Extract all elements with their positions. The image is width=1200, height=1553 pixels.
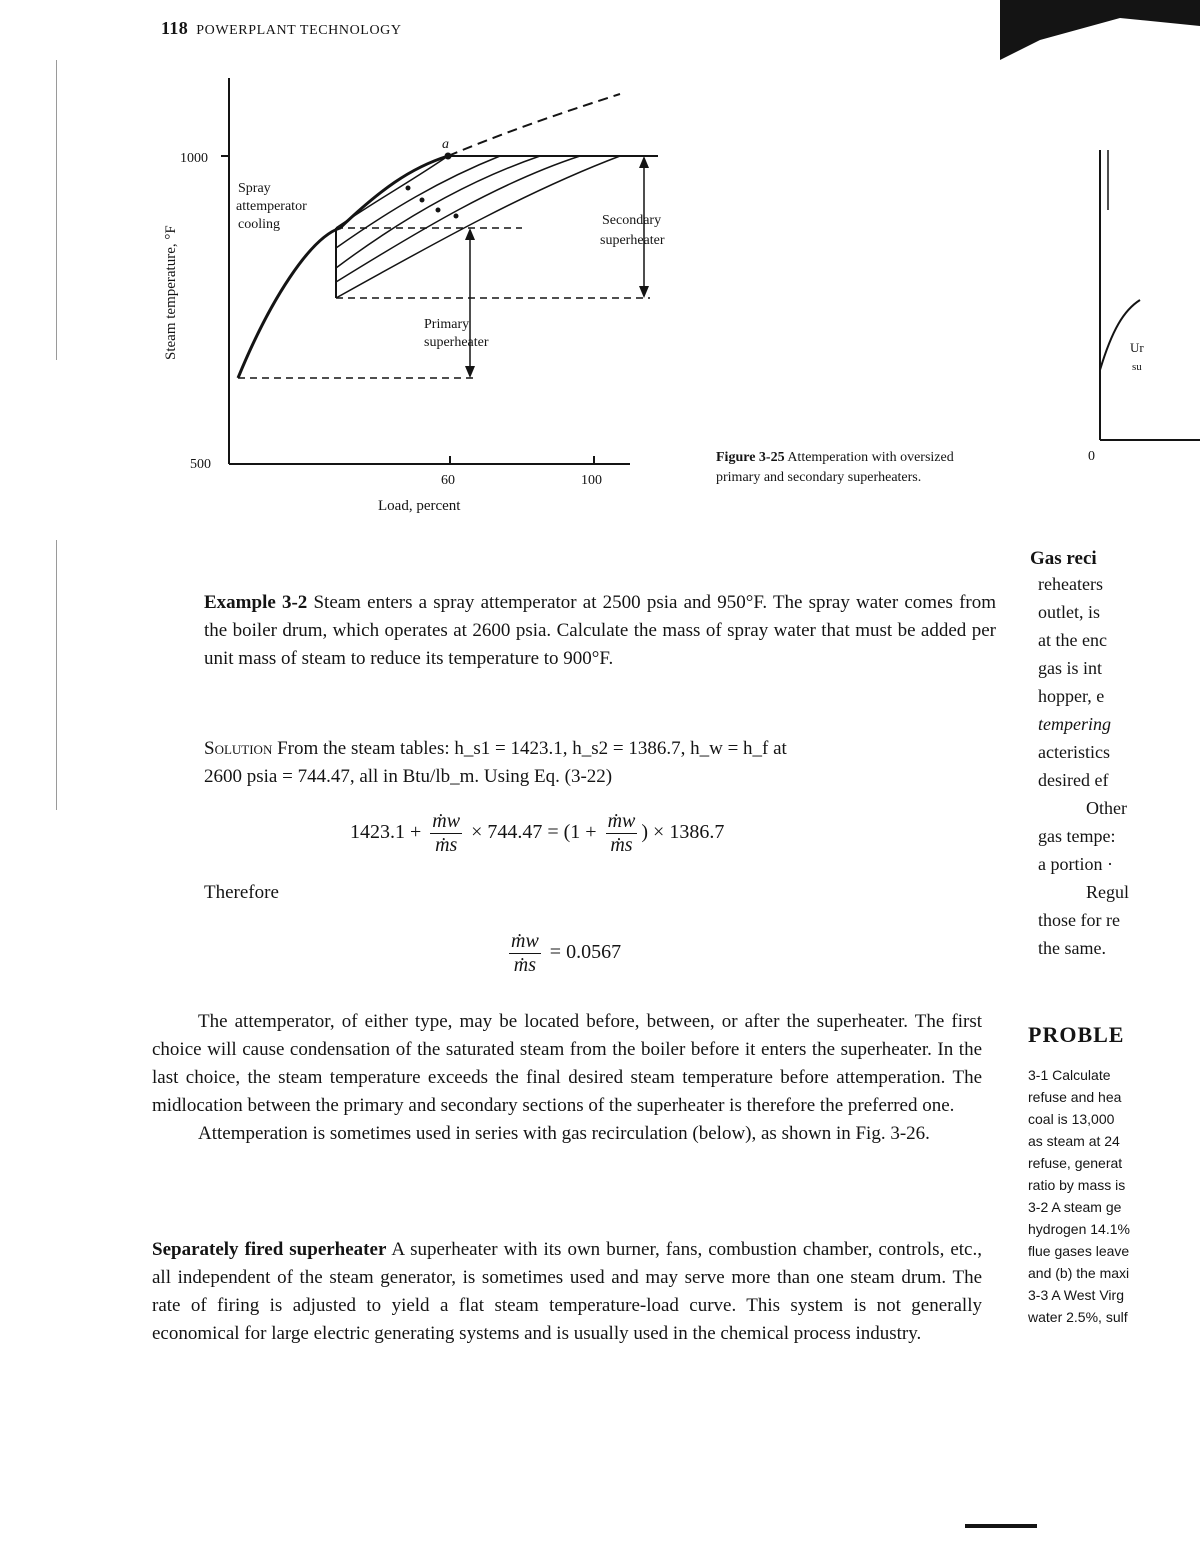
result-fraction bbox=[509, 930, 541, 977]
spray-label-3: cooling bbox=[238, 217, 280, 232]
result-frac-num: ṁw bbox=[511, 930, 539, 952]
curve-marker bbox=[454, 214, 459, 219]
problem-line: water 2.5%, sulf bbox=[1028, 1309, 1128, 1325]
attemperator-paragraph-2: Attemperation is sometimes used in series with gas recirculation (below), as shown in Fig. 3-26. bbox=[198, 1123, 930, 1144]
gas-line: Other bbox=[1086, 798, 1127, 818]
eq-frac1-num: ṁw bbox=[432, 810, 461, 832]
gas-line: acteristics bbox=[1038, 742, 1110, 762]
point-a-label: a bbox=[442, 137, 449, 152]
curve-extension-dashed bbox=[448, 94, 620, 156]
separately-fired-paragraph bbox=[152, 1236, 982, 1348]
x-tick-label-60: 60 bbox=[441, 473, 455, 488]
curve-marker bbox=[420, 198, 425, 203]
gas-line: the same. bbox=[1038, 938, 1106, 958]
primary-label-1: Primary bbox=[424, 317, 470, 332]
x-tick-label-100: 100 bbox=[581, 473, 602, 488]
gas-line: gas tempe: bbox=[1038, 826, 1116, 846]
scan-mark bbox=[965, 1524, 1037, 1528]
eq-lhs: 1423.1 + bbox=[350, 821, 422, 844]
eq-fraction-2 bbox=[606, 810, 638, 857]
eq-middle: × 744.47 = (1 + bbox=[471, 821, 597, 844]
primary-arrow-head-bottom bbox=[465, 366, 475, 378]
curve-marker bbox=[406, 186, 411, 191]
problem-line: refuse and hea bbox=[1028, 1089, 1122, 1105]
secondary-arrow-head-top bbox=[639, 156, 649, 168]
problems-list bbox=[1028, 1064, 1200, 1328]
energy-balance-equation bbox=[350, 810, 724, 857]
figure-caption bbox=[716, 448, 998, 488]
spray-label-2: attemperator bbox=[236, 199, 307, 214]
example-label: Example 3-2 bbox=[204, 592, 308, 613]
margin-line bbox=[56, 540, 57, 810]
margin-line bbox=[56, 60, 57, 360]
facing-origin-label: 0 bbox=[1088, 449, 1095, 464]
gas-line: outlet, is bbox=[1038, 602, 1100, 622]
problem-line: as steam at 24 bbox=[1028, 1133, 1120, 1149]
running-head bbox=[161, 18, 402, 39]
solution-label: Solution bbox=[204, 738, 273, 759]
therefore-text: Therefore bbox=[204, 882, 279, 903]
problem-line: 3-1 Calculate bbox=[1028, 1067, 1111, 1083]
figure-caption-label: Figure 3-25 bbox=[716, 450, 785, 465]
gas-line: Regul bbox=[1086, 882, 1129, 902]
gas-line: gas is int bbox=[1038, 658, 1103, 678]
attemperation-curve-1 bbox=[336, 156, 448, 228]
result-value: = 0.0567 bbox=[549, 941, 622, 964]
eq-rhs: ) × 1386.7 bbox=[641, 821, 725, 844]
secondary-label-2: superheater bbox=[600, 233, 665, 248]
gas-recirculation-text bbox=[1028, 570, 1200, 962]
secondary-label-1: Secondary bbox=[602, 213, 662, 228]
gas-recirculation-heading: Gas reci bbox=[1030, 548, 1097, 569]
example-paragraph bbox=[204, 589, 996, 673]
gas-line: a portion · bbox=[1038, 854, 1113, 874]
solution-paragraph bbox=[204, 735, 996, 791]
running-head-title: POWERPLANT TECHNOLOGY bbox=[196, 23, 402, 38]
problem-line: hydrogen 14.1% bbox=[1028, 1221, 1130, 1237]
eq-frac2-den: ṁs bbox=[610, 834, 633, 856]
attemperator-paragraph bbox=[152, 1008, 982, 1148]
result-equation bbox=[505, 930, 621, 977]
primary-label-2: superheater bbox=[424, 335, 489, 350]
facing-label-s: su bbox=[1132, 361, 1142, 373]
gas-line: hopper, e bbox=[1038, 686, 1105, 706]
facing-curve bbox=[1100, 300, 1140, 370]
page-number: 118 bbox=[161, 18, 189, 38]
y-axis-title: Steam temperature, °F bbox=[163, 225, 179, 360]
problem-line: flue gases leave bbox=[1028, 1243, 1130, 1259]
facing-page-column bbox=[1028, 548, 1200, 1528]
attemperation-curve-5 bbox=[336, 156, 620, 298]
x-axis-title: Load, percent bbox=[378, 498, 461, 514]
problem-line: refuse, generat bbox=[1028, 1155, 1123, 1171]
separately-fired-heading: Separately fired superheater bbox=[152, 1239, 387, 1260]
page-edge-shadow bbox=[1000, 0, 1200, 60]
primary-arrow-head-top bbox=[465, 228, 475, 240]
gas-line: those for re bbox=[1038, 910, 1120, 930]
gas-line: reheaters bbox=[1038, 574, 1103, 594]
separately-fired-text: A superheater with its own burner, fans, combustion chamber, controls, etc., all independent of the steam generator, is sometimes used and may serve more than one steam drum. The rate of firing is adjusted to yield a flat steam temperature-load curve. This system is not generally economical for large electric generating systems and is usually used in the chemical process industry. bbox=[152, 1239, 982, 1344]
problem-line: and (b) the maxi bbox=[1028, 1265, 1130, 1281]
eq-frac2-num: ṁw bbox=[607, 810, 636, 832]
solution-line-2: 2600 psia = 744.47, all in Btu/lb_m. Using Eq. (3-22) bbox=[204, 766, 613, 787]
spray-label-1: Spray bbox=[238, 181, 271, 196]
y-tick-label-500: 500 bbox=[190, 457, 211, 472]
problems-heading: PROBLE bbox=[1028, 1022, 1125, 1047]
problem-line: ratio by mass is bbox=[1028, 1177, 1126, 1193]
attemperator-paragraph-1: The attemperator, of either type, may be located before, between, or after the superheater. The first choice will cause condensation of the saturated steam from the boiler before it enters the superheater. In the last choice, the steam temperature exceeds the final desired steam temperature before attemperation. The midlocation between the primary and secondary sections of the superheater is therefore the preferred one. bbox=[152, 1011, 982, 1116]
result-frac-den: ṁs bbox=[513, 954, 537, 976]
gas-line: tempering bbox=[1038, 714, 1111, 734]
eq-frac1-den: ṁs bbox=[435, 834, 458, 856]
figure-3-25 bbox=[150, 70, 710, 520]
figure-caption-text: Attemperation with oversized primary and secondary superheaters. bbox=[716, 450, 954, 485]
curve-marker bbox=[436, 208, 441, 213]
eq-fraction-1 bbox=[430, 810, 462, 857]
example-text: Steam enters a spray attemperator at 2500 psia and 950°F. The spray water comes from the boiler drum, which operates at 2600 psia. Calculate the mass of spray water that must be added per unit mass of steam to reduce its temperature to 900°F. bbox=[204, 592, 997, 669]
secondary-arrow-head-bottom bbox=[639, 286, 649, 298]
gas-line: desired ef bbox=[1038, 770, 1109, 790]
problem-line: 3-3 A West Virg bbox=[1028, 1287, 1124, 1303]
facing-label-u: Ur bbox=[1130, 340, 1144, 355]
y-tick-label-1000: 1000 bbox=[180, 151, 208, 166]
facing-page-figure bbox=[1000, 0, 1200, 480]
problem-line: 3-2 A steam ge bbox=[1028, 1199, 1122, 1215]
solution-line-1: From the steam tables: h_s1 = 1423.1, h_s2 = 1386.7, h_w = h_f at bbox=[277, 738, 787, 759]
problem-line: coal is 13,000 bbox=[1028, 1111, 1115, 1127]
gas-line: at the enc bbox=[1038, 630, 1107, 650]
